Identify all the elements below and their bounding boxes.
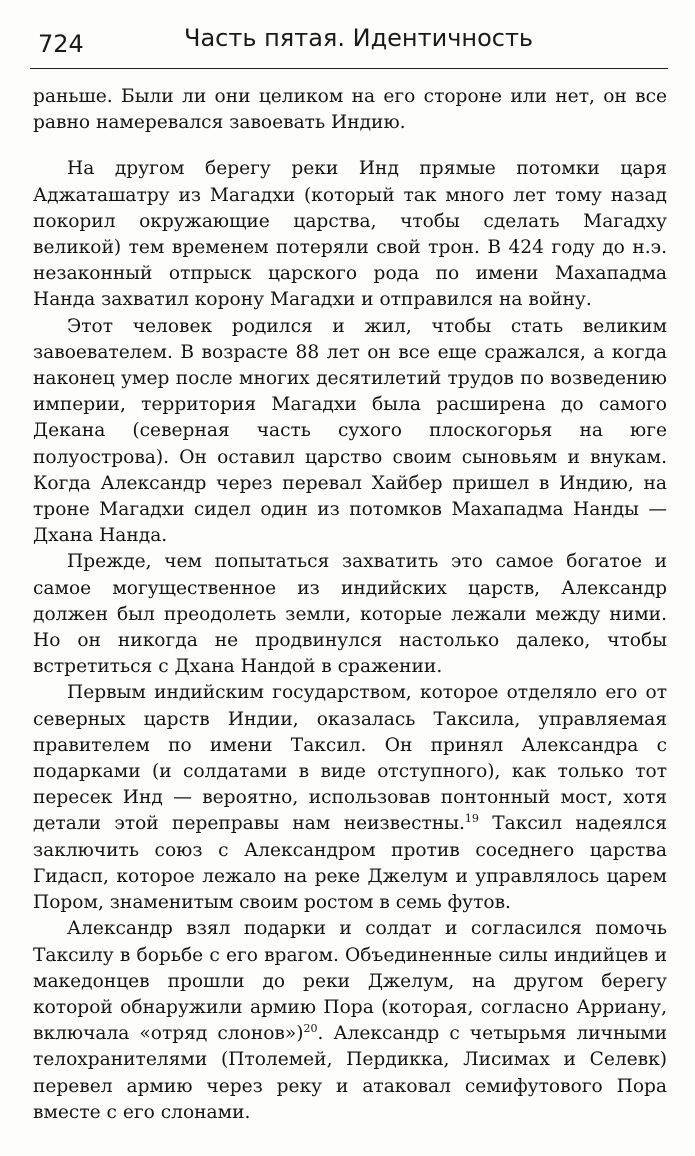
running-title: Часть пятая. Идентичность xyxy=(184,24,534,52)
paragraph xyxy=(33,916,667,1126)
paragraph-text: Александр взял подарки и солдат и согласился помочь Таксилу в борьбе с его врагом. Объединенные силы индийцев и македонцев прошли до реки Джелум, на другом берегу которой обнаружили армию Пора (которая, согласно Арриану, включала «отряд слонов») xyxy=(33,918,667,1045)
paragraph-text: Первым индийским государством, которое отделяло его от северных царств Индии, оказалась Таксила, управляемая правителем по имени Таксил. Он принял Александра с подарками (и солдатами в виде отступного), как только тот пересек Инд — вероятно, использовав понтонный мост, хотя детали этой переправы нам неизвестны. xyxy=(33,682,667,835)
page-number: 724 xyxy=(38,30,84,58)
footnote-ref[interactable]: 19 xyxy=(464,812,479,826)
paragraph: Прежде, чем попытаться захватить это самое богатое и самое могущественное из индийских царств, Александр должен был преодолеть земли, которые лежали между ними. Но он никогда не продвинулся настолько далеко, чтобы встретиться с Дхана Нандой в сражении. xyxy=(33,551,667,678)
footnote-ref[interactable]: 20 xyxy=(303,1022,318,1036)
header-rule xyxy=(30,68,668,69)
paragraph: раньше. Были ли они целиком на его стороне или нет, он все равно намеревался завоевать Индию. xyxy=(33,86,667,134)
page-header xyxy=(30,22,668,58)
paragraph xyxy=(33,680,667,916)
page-body xyxy=(33,84,667,1126)
paragraph-text: . Александр с четырьмя личными телохранителями (Птолемей, Пердикка, Лисимах и Селевк) перевел армию через реку и атаковал семифутового Пора вместе с его слонами. xyxy=(33,1023,667,1123)
paragraph-text: Таксил надеялся заключить союз с Александром против соседнего царства Гидасп, которое лежало на реке Джелум и управлялось царем Пором, знаменитым своим ростом в семь футов. xyxy=(33,813,667,914)
paragraph: Этот человек родился и жил, чтобы стать великим завоевателем. В возрасте 88 лет он все еще сражался, а когда наконец умер после многих десятилетий трудов по возведению империи, территория Магадхи была расширена до самого Декана (северная часть сухого плоскогорья на юге полуострова). Он оставил царство своим сыновьям и внукам. Когда Александр через перевал Хайбер пришел в Индию, на троне Магадхи сидел один из потомков Махападма Нанды — Дхана Нанда. xyxy=(33,315,667,547)
paragraph: На другом берегу реки Инд прямые потомки царя Аджаташатру из Магадхи (который так много лет тому назад покорил окружающие царства, чтобы сделать Магадху великой) тем временем потеряли свой трон. В 424 году до н.э. незаконный отпрыск царского рода по имени Махападма Нанда захватил корону Магадхи и отправился на войну. xyxy=(33,158,667,311)
